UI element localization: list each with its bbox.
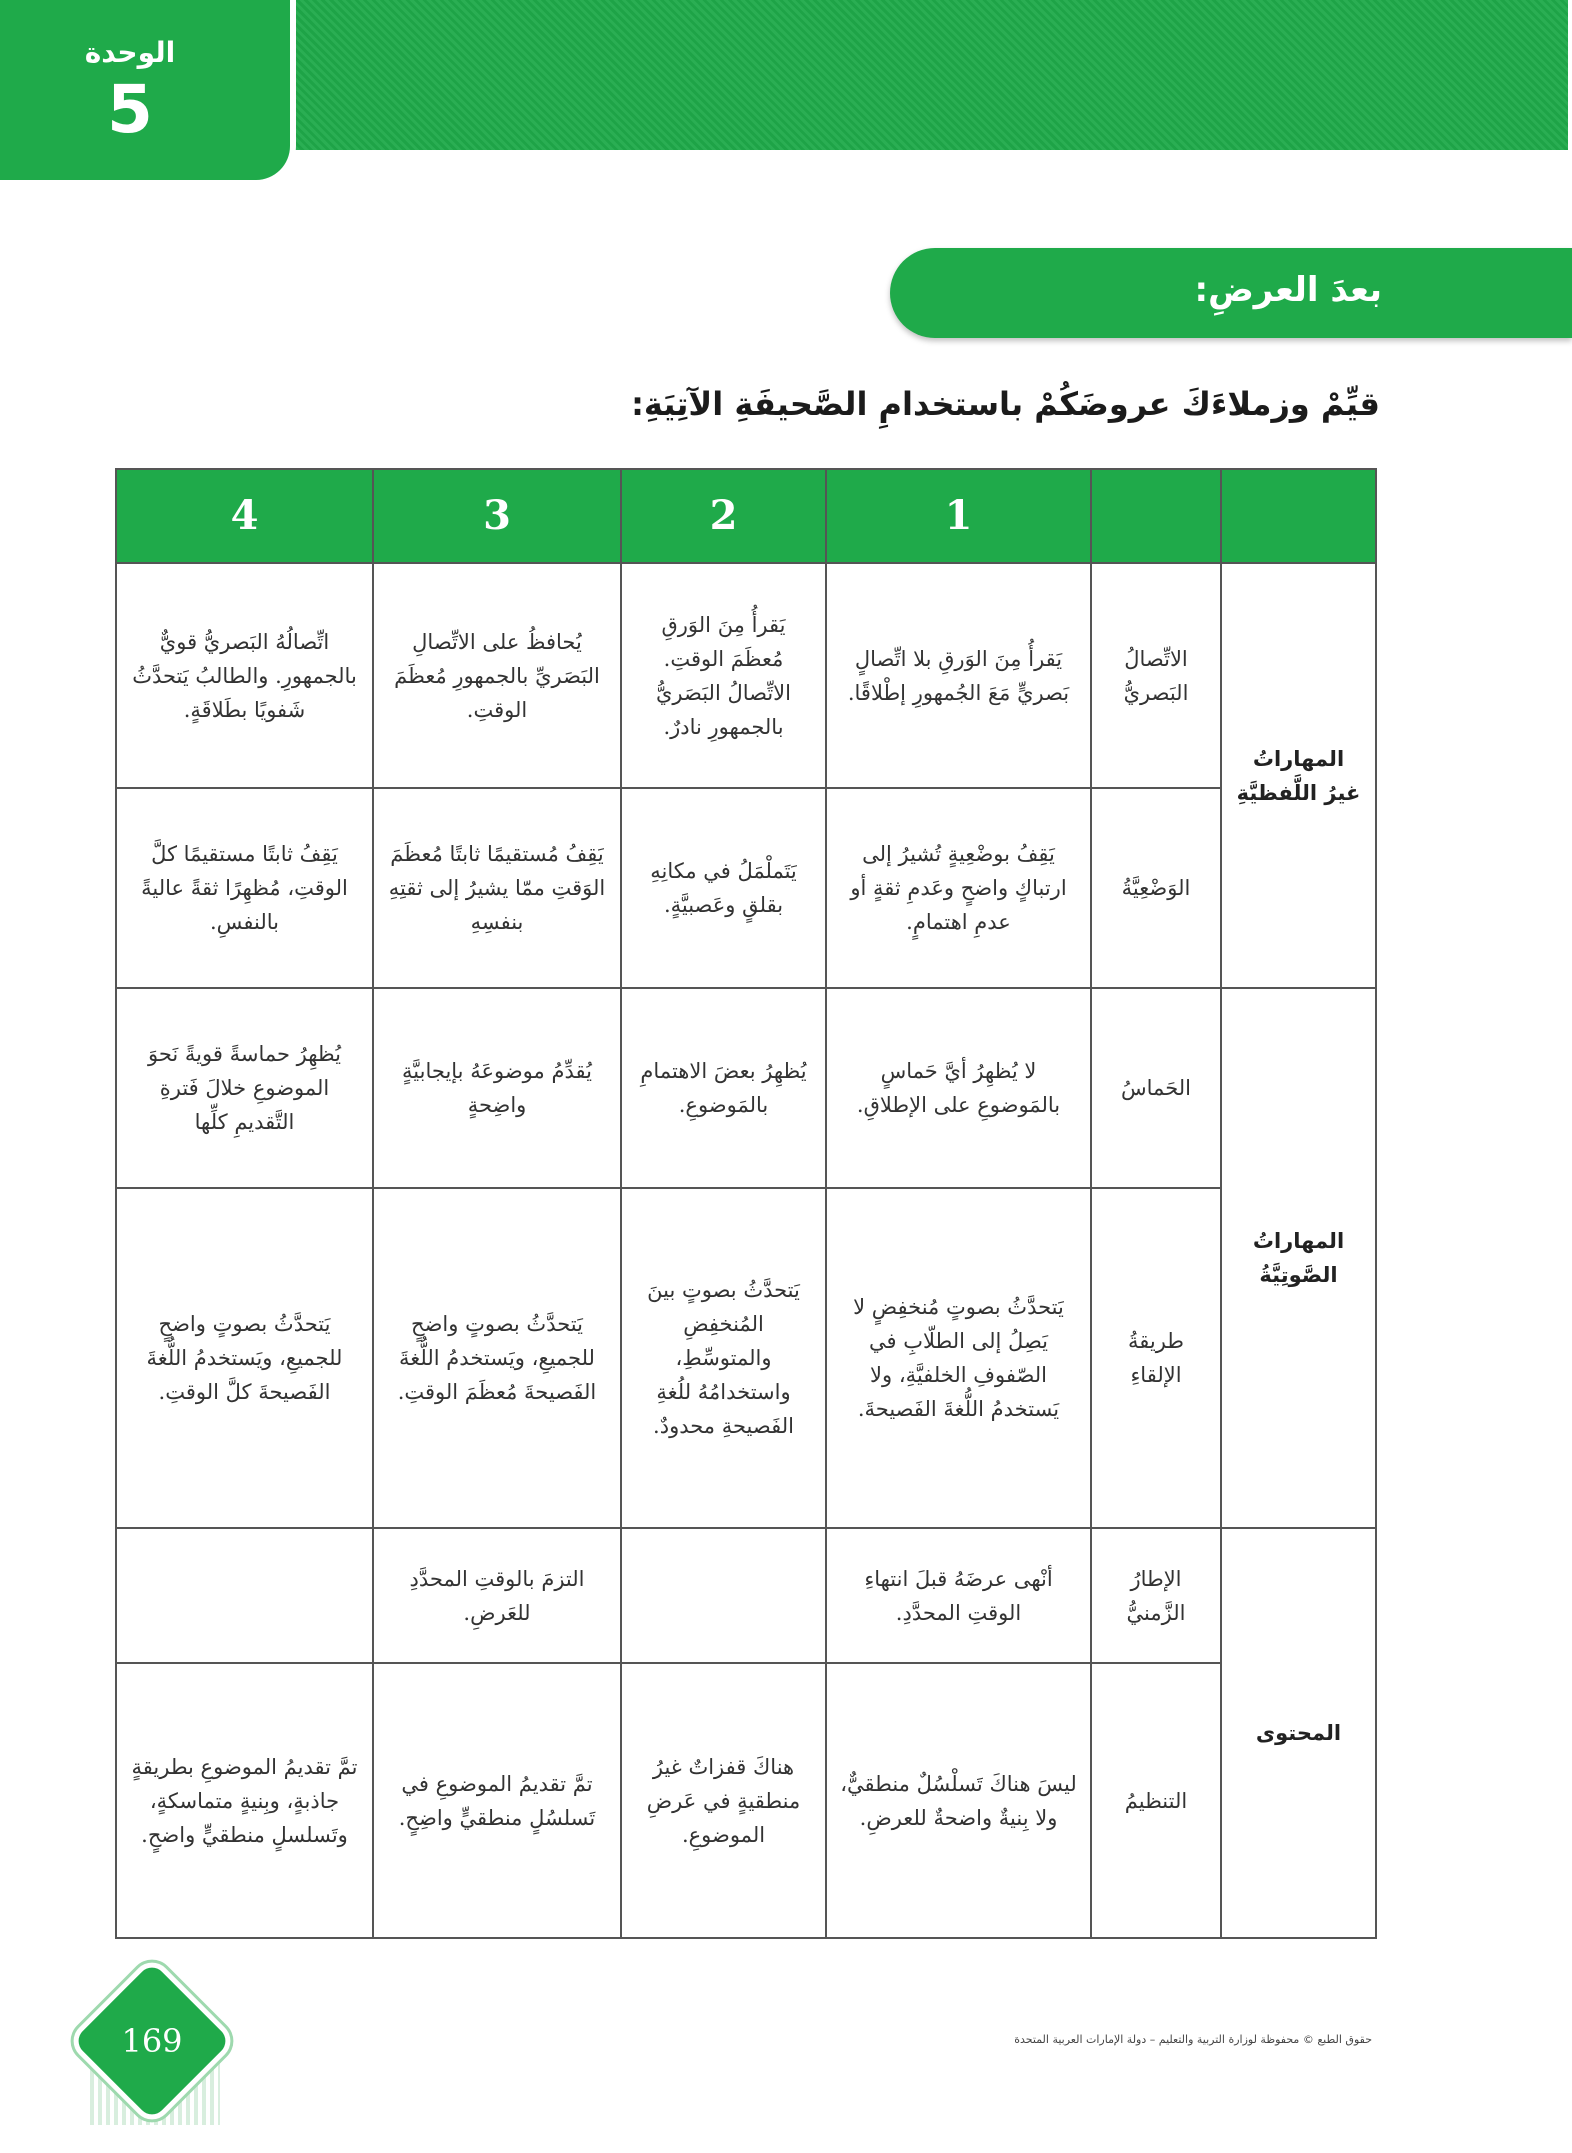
header-blank-criterion <box>1091 469 1221 563</box>
rubric-cell: يَقِفُ بوضْعِيةٍ تُشيرُ إلى ارتباكٍ واضحٍ وعَدمِ ثقةٍ أو عدمِ اهتمامٍ. <box>826 788 1091 988</box>
rubric-header-row <box>116 469 1376 563</box>
rubric-table <box>115 468 1377 1939</box>
header-level-2: 2 <box>621 469 826 563</box>
criterion-cell: الاتِّصالُ البَصريُّ <box>1091 563 1221 788</box>
group-vocal: المهاراتُ الصَّوتِيَّةُ <box>1221 988 1376 1528</box>
rubric-cell: اتِّصالُهُ البَصريُّ قويٌّ بالجمهورِ. والطالبُ يَتحدَّثُ شَفويًا بطَلاقَةٍ. <box>116 563 373 788</box>
criterion-cell: التنظيمُ <box>1091 1663 1221 1938</box>
rubric-cell: يَتحدَّثُ بصوتٍ بينَ المُنخفِضِ والمتوسِّطِ، واستخدامُهُ للُغةِ الفَصيحةِ محدودٌ. <box>621 1188 826 1528</box>
rubric-cell: التزمَ بالوقتِ المحدَّدِ للعَرضِ. <box>373 1528 621 1663</box>
rubric-cell <box>116 1528 373 1663</box>
header-level-4: 4 <box>116 469 373 563</box>
section-title: بعدَ العرضِ: <box>1194 270 1382 310</box>
unit-badge <box>0 0 290 180</box>
table-row <box>116 788 1376 988</box>
rubric-cell: يَقِفُ مُستقيمًا ثابتًا مُعظَمَ الوَقتِ ممّا يشيرُ إلى ثقتِهِ بنفسِهِ <box>373 788 621 988</box>
table-row <box>116 1188 1376 1528</box>
table-row <box>116 1663 1376 1938</box>
table-row <box>116 563 1376 788</box>
section-banner <box>890 248 1572 338</box>
unit-label: الوحدة <box>84 36 176 69</box>
criterion-cell: الإطارُ الزَّمنيُّ <box>1091 1528 1221 1663</box>
rubric-cell: يُظهِرُ بعضَ الاهتمامِ بالمَوضوعِ. <box>621 988 826 1188</box>
rubric-cell: يَتَملْمَلُ في مكانِهِ بقلقٍ وعَصبيَّةٍ. <box>621 788 826 988</box>
rubric-cell: يُقدِّمُ موضوعَهُ بإيجابيَّةٍ واضِحةٍ <box>373 988 621 1188</box>
instruction-text: قيِّمْ وزملاءَكَ عروضَكُمْ باستخدامِ الصَّحيفَةِ الآتِيَةِ: <box>631 385 1380 423</box>
header-level-1: 1 <box>826 469 1091 563</box>
rubric-cell: يَقِفُ ثابتًا مستقيمًا كلَّ الوقتِ، مُظهِرًا ثقةً عاليةً بالنفسِ. <box>116 788 373 988</box>
rubric-cell: يُحافظُ على الاتِّصالِ البَصَريِّ بالجمهورِ مُعظَمَ الوقتِ. <box>373 563 621 788</box>
group-content: المحتوى <box>1221 1528 1376 1938</box>
rubric-cell: يَقرأُ مِنَ الوَرقِ بلا اتِّصالٍ بَصريٍّ مَعَ الجُمهورِ إطْلاقًا. <box>826 563 1091 788</box>
rubric-cell <box>621 1528 826 1663</box>
criterion-cell: طريقةُ الإلقاءِ <box>1091 1188 1221 1528</box>
criterion-cell: الوَضْعِيَّةُ <box>1091 788 1221 988</box>
rubric-cell: يَقرأُ مِنَ الوَرقِ مُعظَمَ الوقتِ. الاتِّصالُ البَصَريُّ بالجمهورِ نادرٌ. <box>621 563 826 788</box>
table-row <box>116 1528 1376 1663</box>
rubric-cell: ليسَ هناكَ تَسلْسُلٌ منطقيٌّ، ولا بِنيةٌ واضحةٌ للعرضِ. <box>826 1663 1091 1938</box>
rubric-cell: يَتحدَّثُ بصوتٍ مُنخفِضٍ لا يَصِلُ إلى الطلّابِ في الصّفوفِ الخلفيَّةِ، ولا يَستخدمُ اللُّغةَ الفَصيحةَ. <box>826 1188 1091 1528</box>
group-nonverbal: المهاراتُ غيرُ اللَّفظيَّةِ <box>1221 563 1376 988</box>
table-row <box>116 988 1376 1188</box>
rubric-cell: تمَّ تقديمُ الموضوعِ في تَسلسُلٍ منطقيٍّ واضِحٍ. <box>373 1663 621 1938</box>
copyright-text: حقوق الطبع © محفوظة لوزارة التربية والتعليم – دولة الإمارات العربية المتحدة <box>1014 2033 1372 2046</box>
rubric-cell: يَتحدَّثُ بصوتٍ واضحٍ للجميعِ، ويَستخدمُ اللُّغةَ الفَصيحةَ كلَّ الوقتِ. <box>116 1188 373 1528</box>
rubric-cell: لا يُظهِرُ أيَّ حَماسٍ بالمَوضوعِ على الإطلاقِ. <box>826 988 1091 1188</box>
rubric-cell: يُظهِرُ حماسةً قويةً نَحوَ الموضوعِ خلالَ فَترةِ التَّقديمِ كلِّها <box>116 988 373 1188</box>
criterion-cell: الحَماسُ <box>1091 988 1221 1188</box>
header-level-3: 3 <box>373 469 621 563</box>
rubric-cell: هناكَ قفزاتٌ غيرُ منطقيةٍ في عَرضِ الموضوعِ. <box>621 1663 826 1938</box>
page-number-badge <box>73 1962 231 2120</box>
rubric-cell: أنْهى عرضَهُ قبلَ انتهاءِ الوقتِ المحدَّدِ. <box>826 1528 1091 1663</box>
header-blank-group <box>1221 469 1376 563</box>
rubric-cell: يَتحدَّثُ بصوتٍ واضحٍ للجميعِ، ويَستخدمُ اللُّغةَ الفَصيحةَ مُعظَمَ الوقتِ. <box>373 1188 621 1528</box>
page-number: 169 <box>121 2022 183 2060</box>
rubric-cell: تمَّ تقديمُ الموضوعِ بطريقةٍ جاذبةٍ، وبِنيةٍ متماسكةٍ، وتَسلسلٍ منطقيٍّ واضحٍ. <box>116 1663 373 1938</box>
unit-number: 5 <box>107 71 153 148</box>
top-banner <box>220 0 1568 150</box>
